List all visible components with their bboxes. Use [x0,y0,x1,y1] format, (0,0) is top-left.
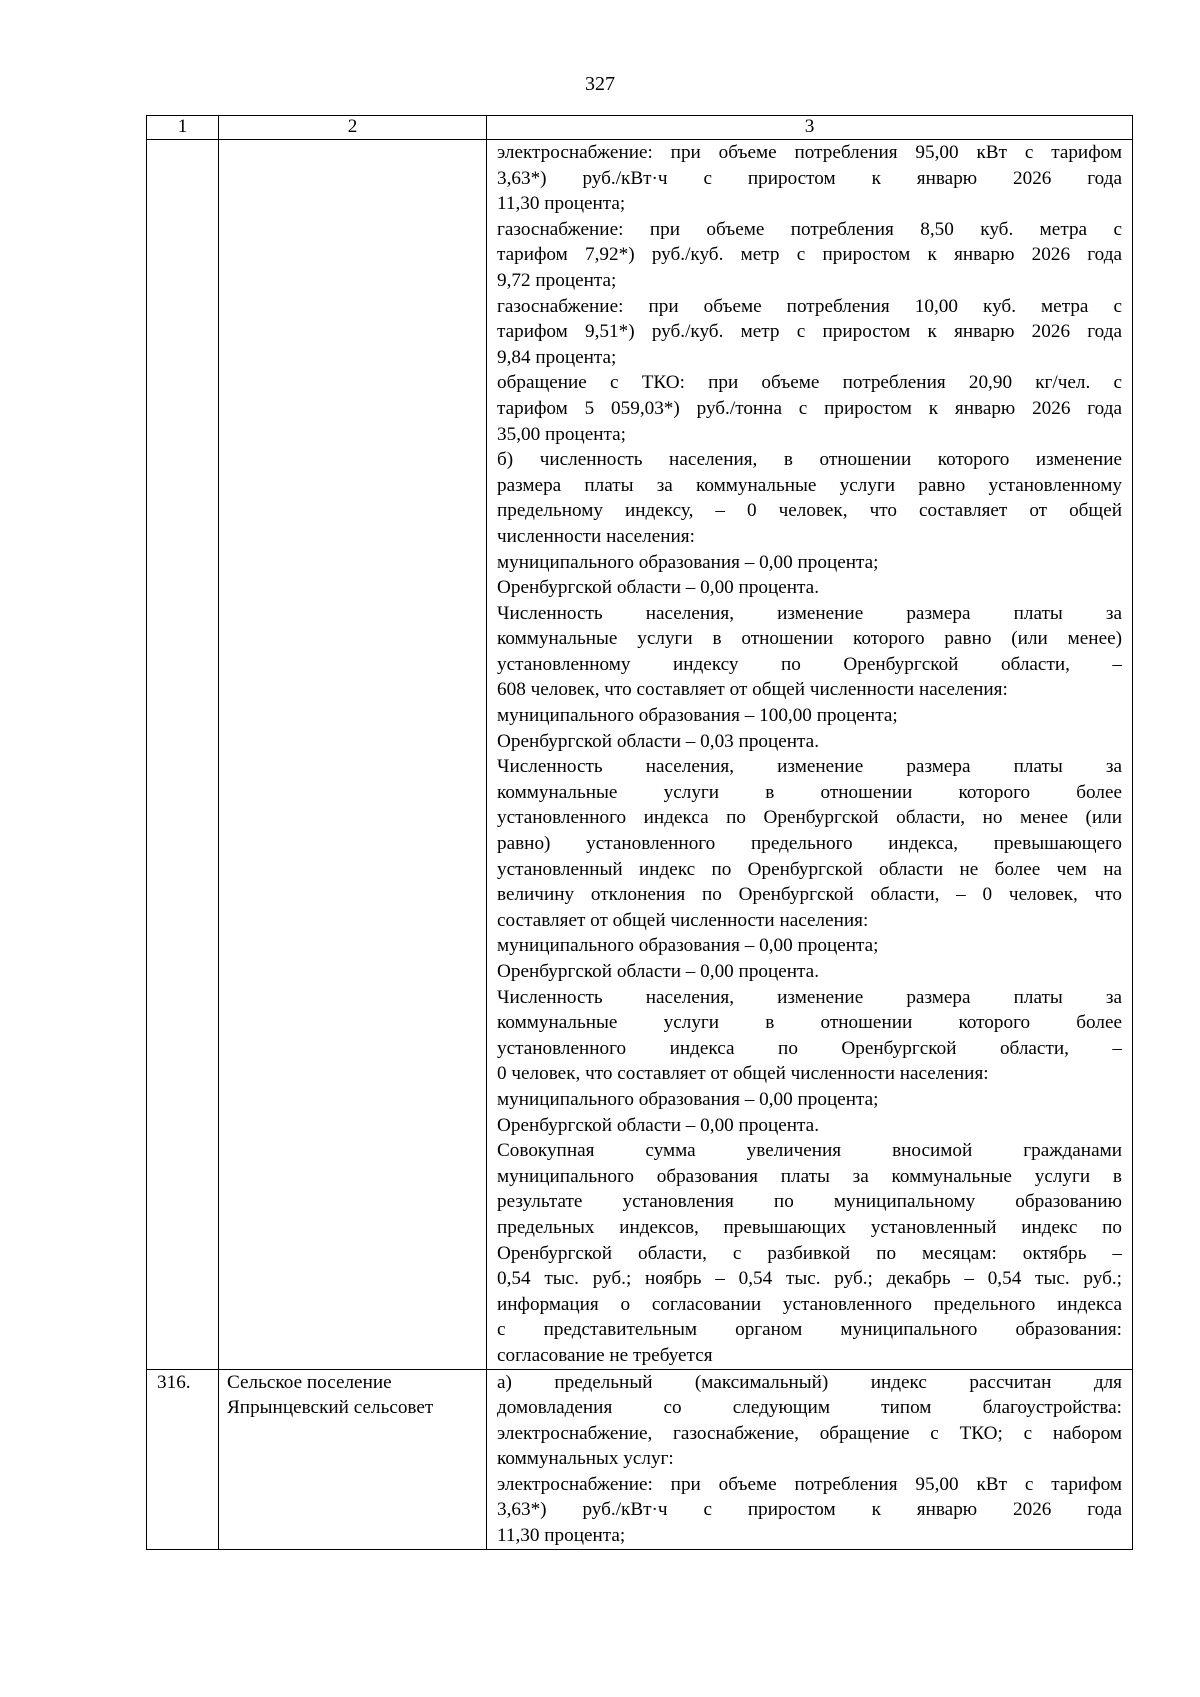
continuation-name-cell [219,140,487,1370]
text-line: электроснабжение, газоснабжение, обращение с ТКО; с набором [497,1422,1122,1444]
text-line: 11,30 процента; [497,193,626,215]
text-line: газоснабжение: при объеме потребления 10,00 куб. метра с [497,295,1122,317]
continuation-text-cell [487,140,1133,1370]
text-line: установленный индекс по Оренбургской области не более чем на [497,858,1122,880]
text-line: предельных индексов, превышающих установленный индекс по [497,1216,1122,1238]
text-line: 0 человек, что составляет от общей численности населения: [497,1063,989,1085]
text-line: Совокупная сумма увеличения вносимой гражданами [497,1140,1122,1162]
text-line: численности населения: [497,525,695,547]
text-line: тарифом 7,92*) руб./куб. метр с приростом к январю 2026 года [497,244,1122,266]
row-316-text-cell [487,1369,1133,1549]
text-line: муниципального образования – 100,00 процента; [497,705,898,727]
text-line: а) предельный (максимальный) индекс рассчитан для [497,1371,1122,1393]
text-line: муниципального образования – 0,00 процента; [497,551,879,573]
text-line: равно) установленного предельного индекса, превышающего [497,833,1122,855]
column-header-3: 3 [487,116,1133,140]
text-line: тарифом 9,51*) руб./куб. метр с приростом к январю 2026 года [497,321,1122,343]
text-line: Оренбургской области – 0,03 процента. [497,730,819,752]
text-line: Оренбургской области – 0,00 процента. [497,577,819,599]
column-header-1: 1 [147,116,219,140]
municipality-name-cell [219,1369,487,1549]
text-line: коммунальные услуги в отношении которого более [497,781,1122,803]
text-line: коммунальные услуги в отношении которого более [497,1012,1122,1034]
text-line: муниципального образования платы за коммунальные услуги в [497,1165,1122,1187]
text-line: согласование не требуется [497,1344,713,1366]
text-line: составляет от общей численности населения: [497,909,869,931]
text-line: величину отклонения по Оренбургской области, – 0 человек, что [497,884,1122,906]
text-line: установленного индекса по Оренбургской области, но менее (или [497,807,1122,829]
text-line: 9,84 процента; [497,346,617,368]
municipality-name-line-1: Сельское поселение [227,1371,392,1393]
text-line: с представительным органом муниципального образования: [497,1319,1122,1341]
continuation-number-cell [147,140,219,1370]
text-line: электроснабжение: при объеме потребления 95,00 кВт с тарифом [497,1473,1122,1495]
row-number-cell: 316. [147,1369,219,1549]
text-line: 0,54 тыс. руб.; ноябрь – 0,54 тыс. руб.; декабрь – 0,54 тыс. руб.; [497,1268,1122,1290]
text-line: тарифом 5 059,03*) руб./тонна с приростом к январю 2026 года [497,397,1122,419]
text-line: 3,63*) руб./кВт·ч с приростом к январю 2026 года [497,1499,1122,1521]
text-line: Численность населения, изменение размера платы за [497,986,1122,1008]
text-line: 35,00 процента; [497,423,626,445]
table-row-continuation [147,140,1133,1370]
text-line: Оренбургской области – 0,00 процента. [497,1114,819,1136]
text-line: Оренбургской области, с разбивкой по месяцам: октябрь – [497,1242,1122,1264]
text-line: обращение с ТКО: при объеме потребления 20,90 кг/чел. с [497,372,1122,394]
text-line: установленного индекса по Оренбургской области, – [497,1037,1122,1059]
text-line: б) численность населения, в отношении которого изменение [497,449,1122,471]
text-line: установленному индексу по Оренбургской области, – [497,653,1122,675]
table-row-316 [147,1369,1133,1549]
municipality-name-line-2: Япрынцевский сельсовет [227,1397,434,1419]
text-line: домовладения со следующим типом благоустройства: [497,1397,1122,1419]
text-line: размера платы за коммунальные услуги равно установленному [497,474,1122,496]
column-header-2: 2 [219,116,487,140]
text-line: Численность населения, изменение размера платы за [497,602,1122,624]
document-table [146,115,1133,1550]
text-line: 9,72 процента; [497,269,617,291]
text-line: муниципального образования – 0,00 процента; [497,1088,879,1110]
text-line: предельному индексу, – 0 человек, что составляет от общей [497,500,1122,522]
text-line: газоснабжение: при объеме потребления 8,50 куб. метра с [497,218,1122,240]
text-line: 3,63*) руб./кВт·ч с приростом к январю 2026 года [497,167,1122,189]
page-number: 327 [585,73,615,95]
text-line: информация о согласовании установленного предельного индекса [497,1293,1122,1315]
text-line: 11,30 процента; [497,1525,626,1547]
table-header-row [147,116,1133,140]
text-line: муниципального образования – 0,00 процента; [497,935,879,957]
text-line: Численность населения, изменение размера платы за [497,756,1122,778]
text-line: электроснабжение: при объеме потребления 95,00 кВт с тарифом [497,142,1122,163]
text-line: Оренбургской области – 0,00 процента. [497,961,819,982]
text-line: результате установления по муниципальному образованию [497,1191,1122,1213]
text-line: коммунальных услуг: [497,1448,674,1470]
text-line: 608 человек, что составляет от общей численности населения: [497,679,1008,701]
text-line: коммунальные услуги в отношении которого равно (или менее) [497,628,1122,650]
